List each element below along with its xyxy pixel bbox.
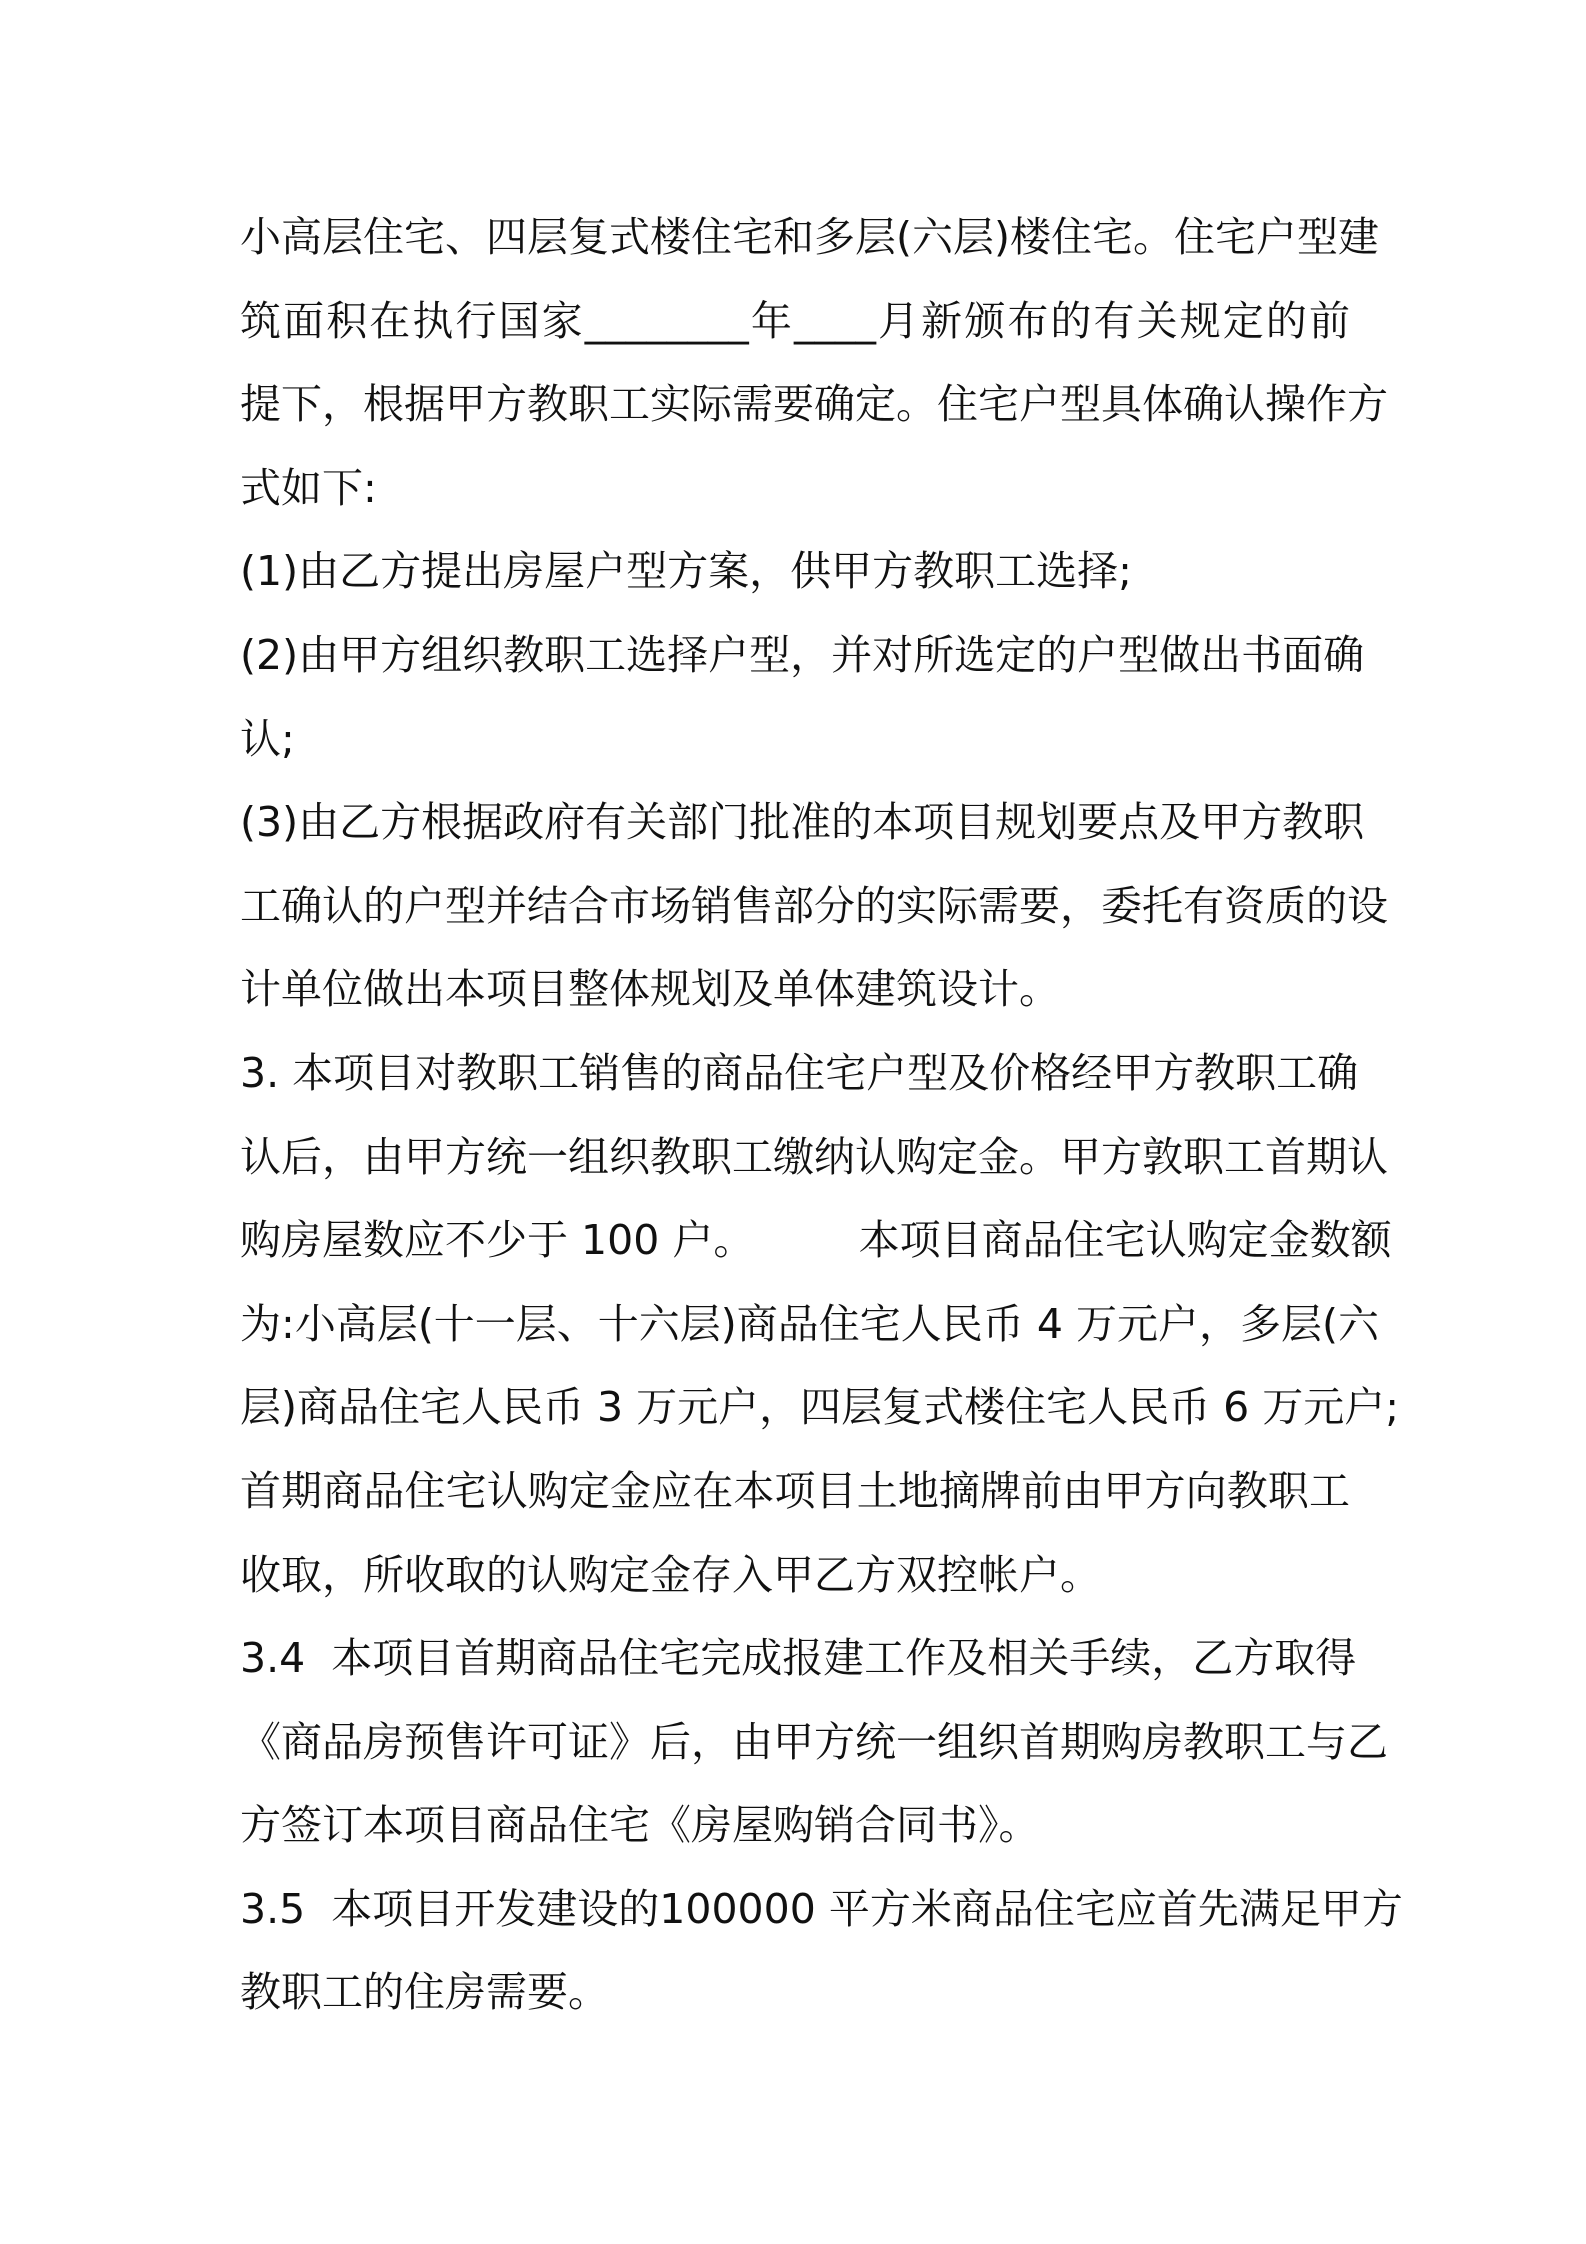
text-line: 购房屋数应不少于 100 户。 本项目商品住宅认购定金数额 <box>240 1216 1392 1265</box>
text-line: 首期商品住宅认购定金应在本项目土地摘牌前由甲方向教职工 <box>240 1466 1350 1515</box>
text-line: 为:小高层(十一层、十六层)商品住宅人民币 4 万元户，多层(六 <box>240 1299 1379 1348</box>
list-item-2: (2)由甲方组织教职工选择户型，并对所选定的户型做出书面确 <box>240 630 1365 679</box>
text-line: 认; <box>240 714 295 763</box>
text-line: 提下，根据甲方教职工实际需要确定。住宅户型具体确认操作方 <box>240 380 1388 429</box>
list-item-3: (3)由乙方根据政府有关部门批准的本项目规划要点及甲方教职 <box>240 798 1365 847</box>
text-line: 收取，所收取的认购定金存入甲乙方双控帐户。 <box>240 1550 1101 1599</box>
text-line: 教职工的住房需要。 <box>240 1968 609 2017</box>
section-3-4-line: 3.4 本项目首期商品住宅完成报建工作及相关手续，乙方取得 <box>240 1634 1357 1683</box>
section-3-line: 3. 本项目对教职工销售的商品住宅户型及价格经甲方教职工确 <box>240 1048 1359 1097</box>
text-line: 工确认的户型并结合市场销售部分的实际需要，委托有资质的设 <box>240 881 1388 930</box>
text-line: 方签订本项目商品住宅《房屋购销合同书》。 <box>240 1801 1040 1850</box>
document-body <box>240 196 1403 2035</box>
list-item-1: (1)由乙方提出房屋户型方案，供甲方教职工选择; <box>240 547 1132 596</box>
text-line: 认后，由甲方统一组织教职工缴纳认购定金。甲方敦职工首期认 <box>240 1132 1388 1181</box>
text-line: 小高层住宅、四层复式楼住宅和多层(六层)楼住宅。住宅户型建 <box>240 213 1379 261</box>
section-3-5-line: 3.5 本项目开发建设的100000 平方米商品住宅应首先满足甲方 <box>240 1884 1403 1933</box>
text-line: 式如下: <box>240 463 377 512</box>
text-line: 计单位做出本项目整体规划及单体建筑设计。 <box>240 965 1060 1014</box>
text-line: 《商品房预售许可证》后，由甲方统一组织首期购房教职工与乙 <box>240 1717 1388 1766</box>
text-line: 筑面积在执行国家________年____月新颁布的有关规定的前 <box>240 296 1350 345</box>
text-line: 层)商品住宅人民币 3 万元户，四层复式楼住宅人民币 6 万元户; <box>240 1383 1400 1432</box>
